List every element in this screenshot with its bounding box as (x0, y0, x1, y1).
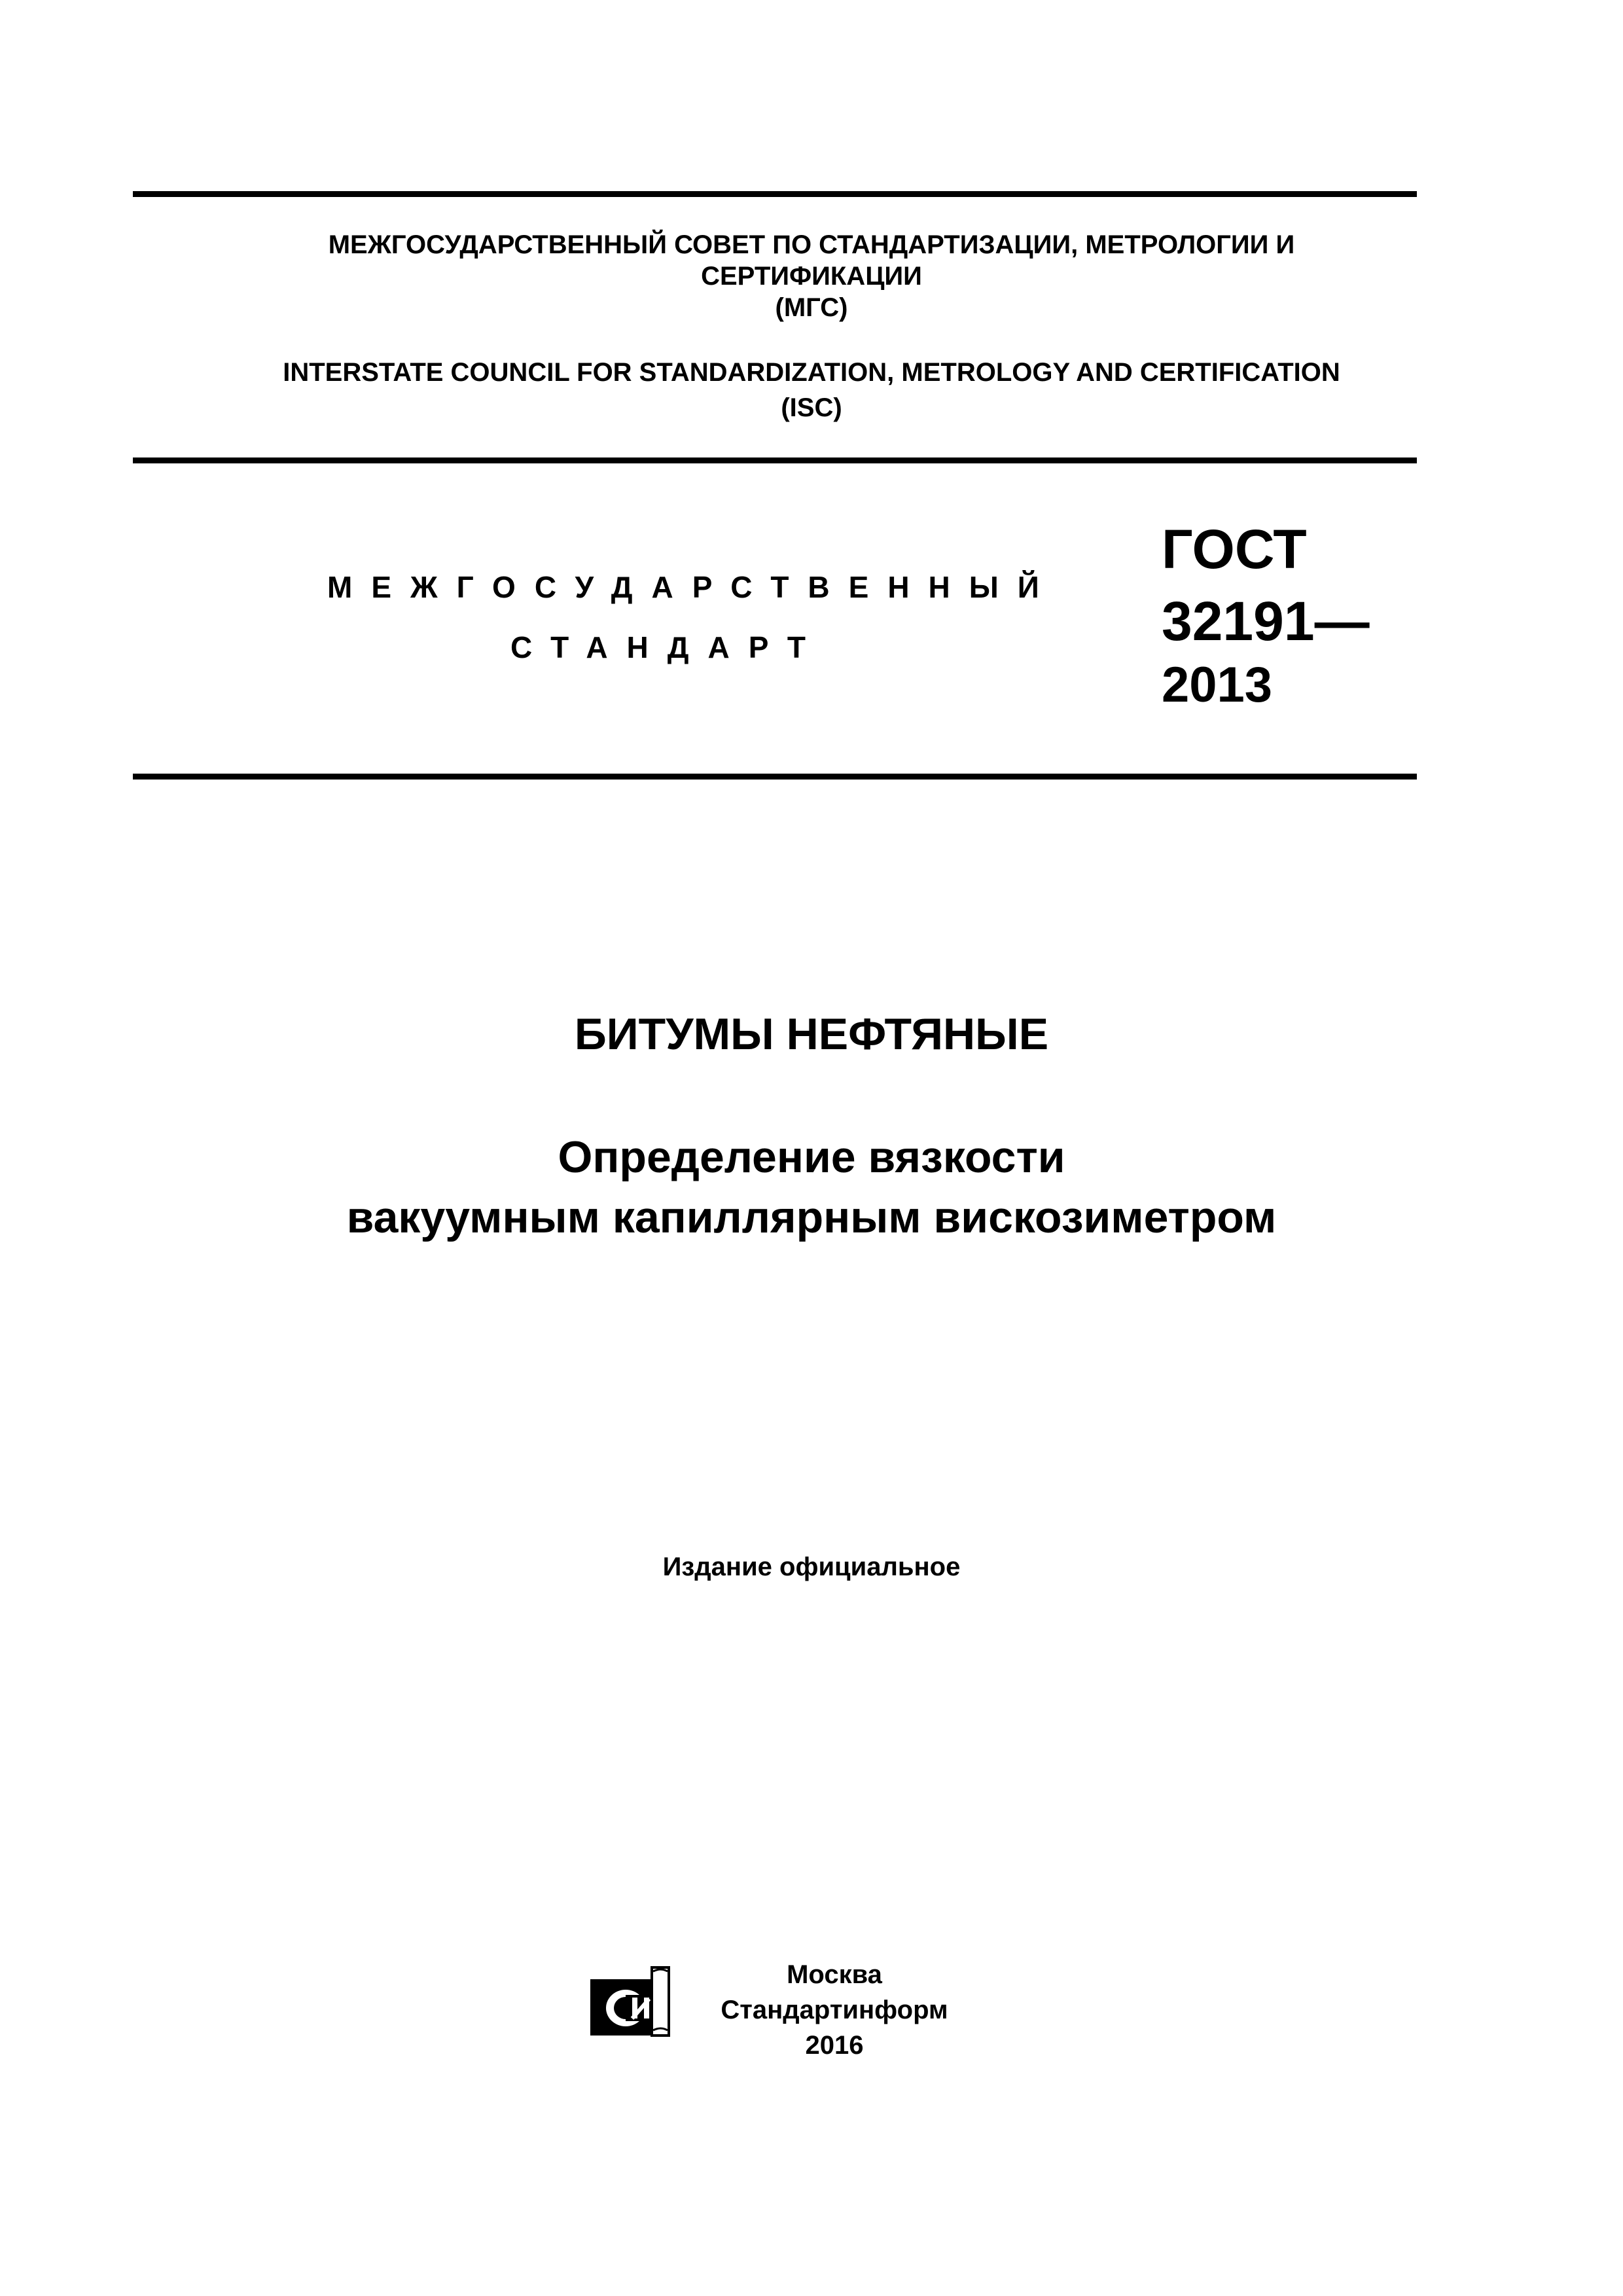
standard-type-line-1: МЕЖГОСУДАРСТВЕННЫЙ (327, 570, 1058, 604)
standartinform-logo-icon (589, 1965, 670, 2038)
imprint (681, 1957, 988, 2063)
standard-code-year: 2013 (1162, 657, 1273, 713)
edition-note: Издание официальное (662, 1552, 961, 1581)
standard-code-prefix: ГОСТ (1162, 518, 1307, 580)
subtitle-line-2: вакуумным капиллярным вискозиметром (346, 1193, 1277, 1242)
imprint-publisher: Стандартинформ (721, 1996, 948, 2024)
council-ru-line-2: СЕРТИФИКАЦИИ (701, 262, 922, 291)
council-ru-line-3: (МГС) (775, 293, 848, 322)
middle-rule (133, 457, 1417, 463)
top-rule (133, 191, 1417, 197)
council-en-line-2: (ISC) (781, 393, 842, 422)
council-name-en (0, 355, 1623, 425)
imprint-city: Москва (787, 1960, 882, 1989)
standard-type-line-2: СТАНДАРТ (510, 630, 825, 664)
bottom-rule (133, 774, 1417, 780)
subtitle-line-1: Определение вязкости (558, 1132, 1065, 1182)
imprint-year: 2016 (805, 2031, 864, 2060)
standard-code-number: 32191— (1162, 590, 1370, 652)
document-subtitle (0, 1127, 1623, 1247)
council-ru-line-1: МЕЖГОСУДАРСТВЕННЫЙ СОВЕТ ПО СТАНДАРТИЗАЦИИ, МЕТРОЛОГИИ И (328, 230, 1295, 259)
council-en-line-1: INTERSTATE COUNCIL FOR STANDARDIZATION, METROLOGY AND CERTIFICATION (283, 358, 1340, 387)
document-title: БИТУМЫ НЕФТЯНЫЕ (574, 1009, 1049, 1059)
council-name-ru (0, 229, 1623, 323)
